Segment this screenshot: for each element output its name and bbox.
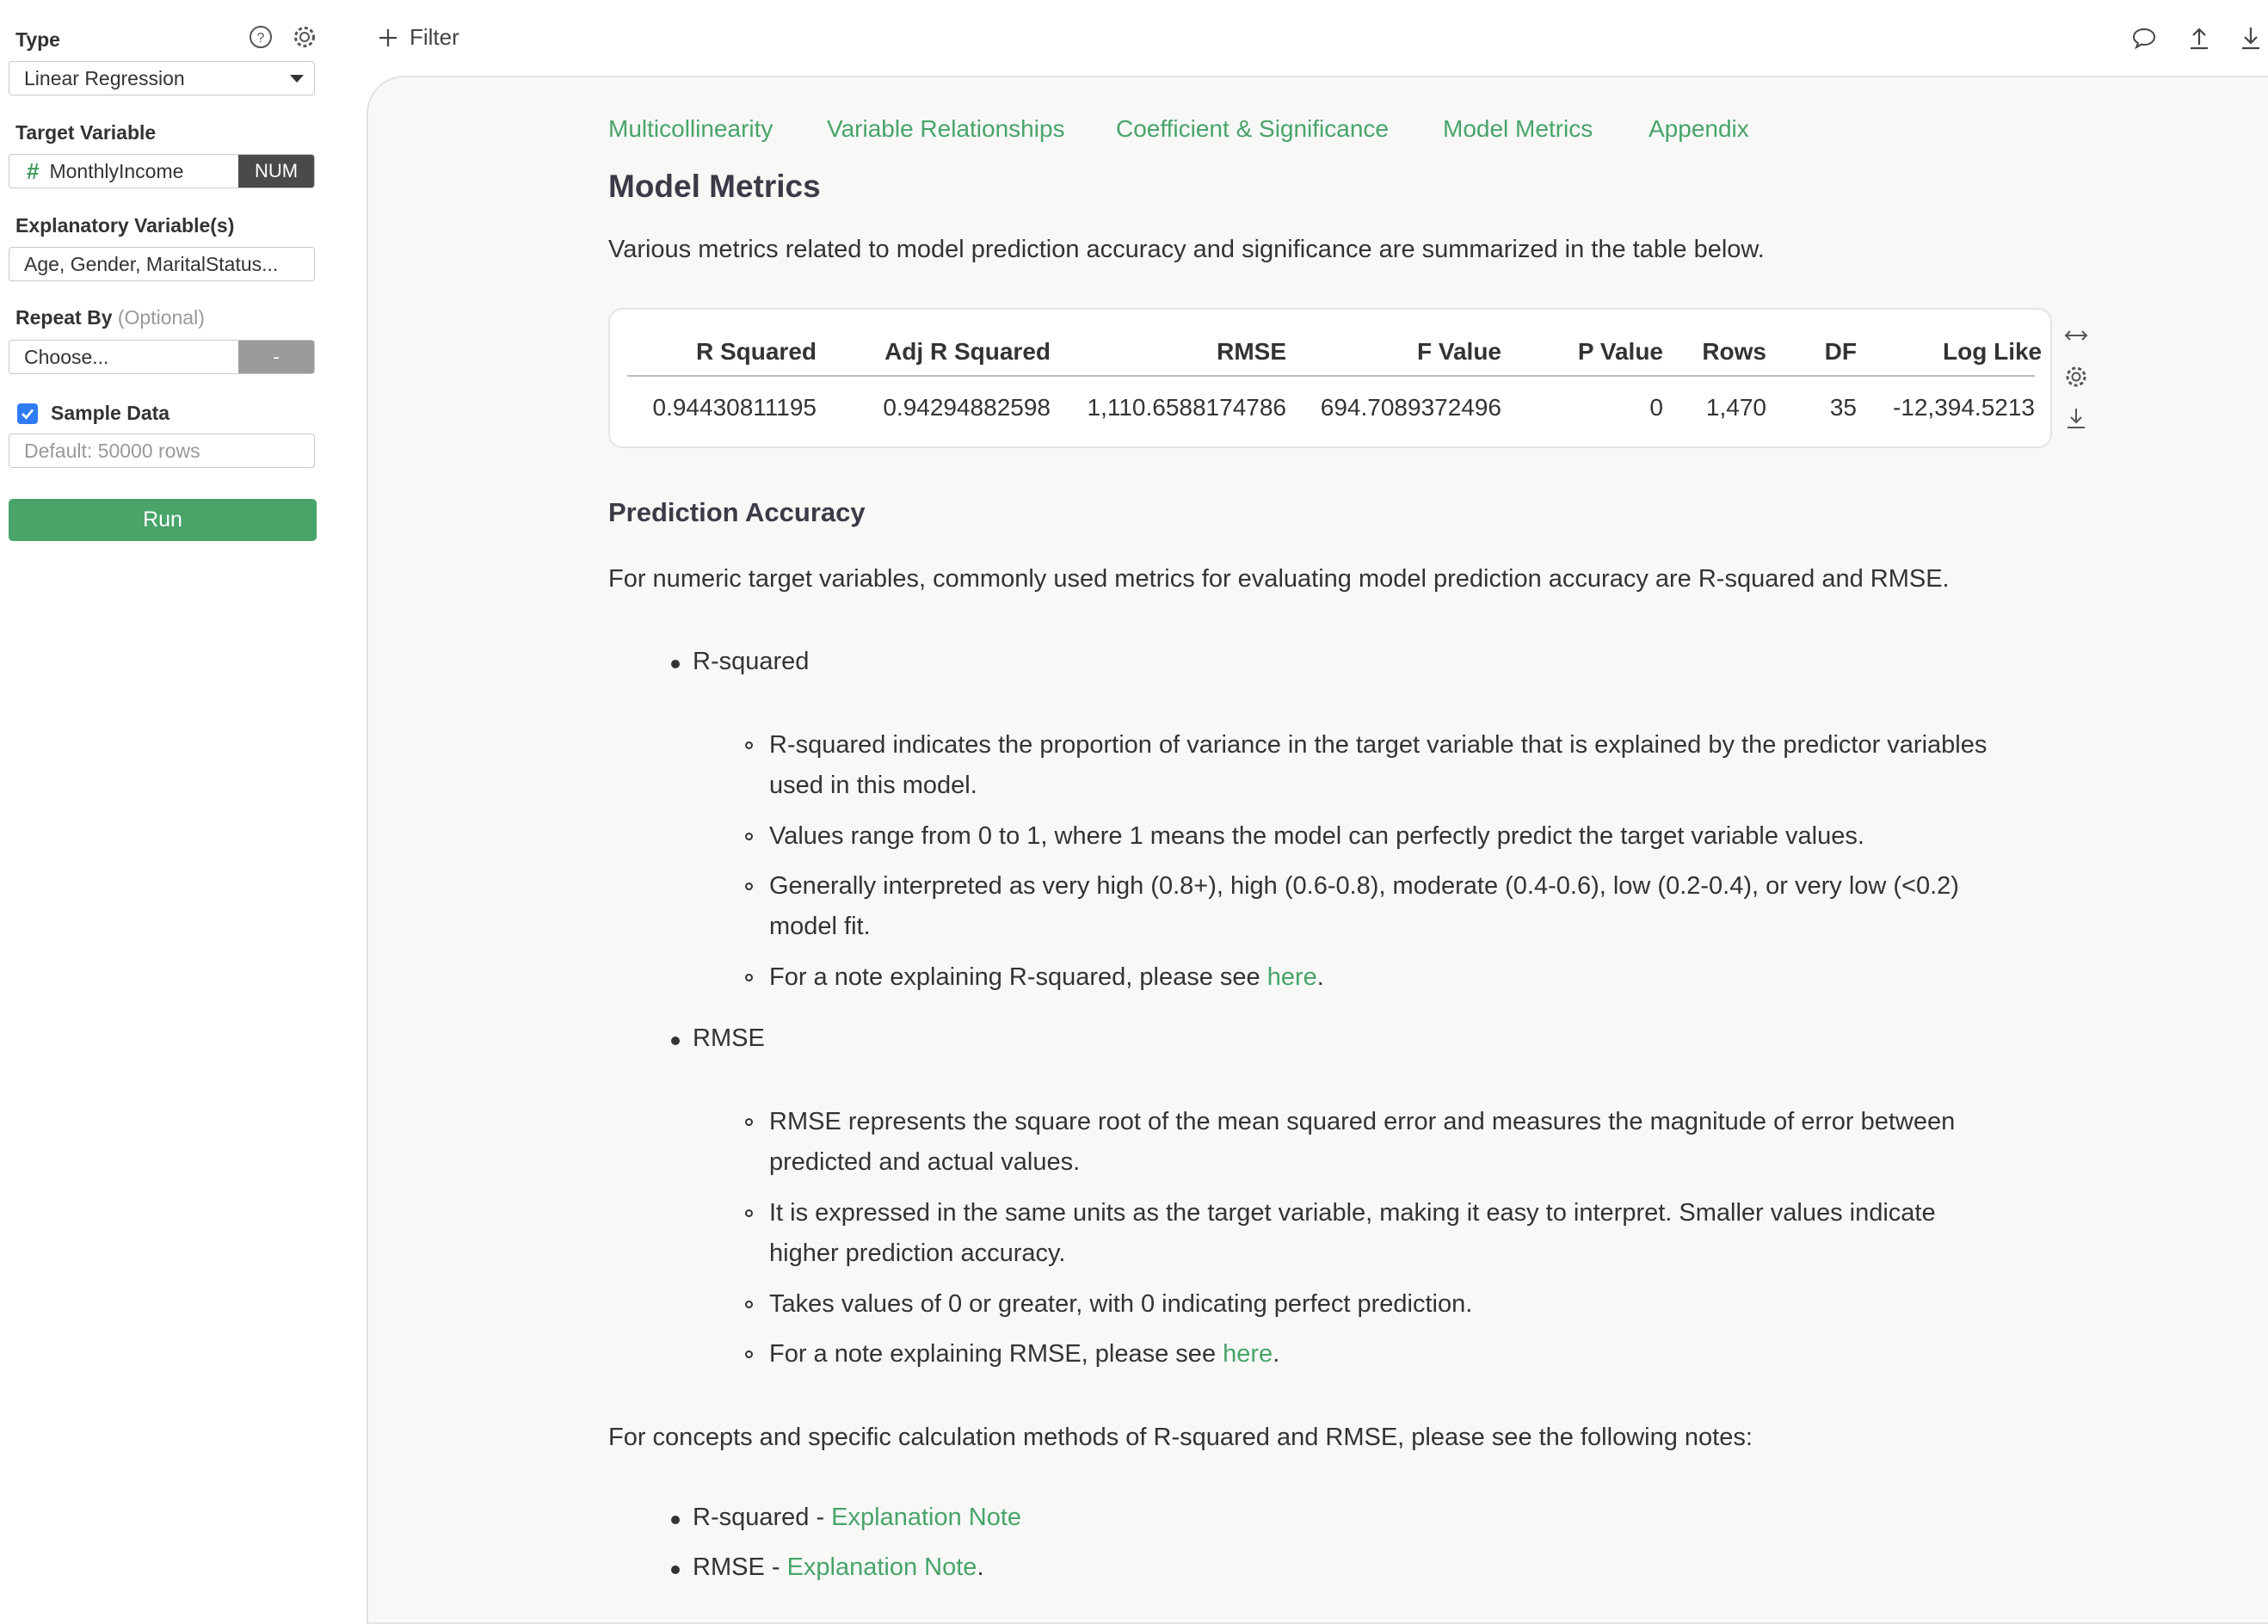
expand-width-icon[interactable]: [2063, 323, 2089, 348]
target-variable-field[interactable]: [9, 154, 315, 188]
rsq-note-text: For a note explaining R-squared, please see: [769, 963, 1267, 991]
filter-label: Filter: [410, 24, 459, 50]
col-header-rmse: RMSE: [1217, 338, 1286, 365]
type-select-value: Linear Regression: [24, 66, 185, 89]
note-item-r-squared: [693, 1504, 1021, 1532]
section-heading-prediction-accuracy: Prediction Accuracy: [608, 497, 866, 527]
bullet-circle: [745, 1301, 753, 1308]
intro-text: Various metrics related to model prediction accuracy and significance are summarized in the table below.: [608, 236, 1765, 263]
list-item-rmse: RMSE: [693, 1024, 765, 1052]
rsq-item-3-cont: model fit.: [769, 913, 871, 940]
type-select[interactable]: [9, 61, 315, 95]
bullet-dot: [671, 660, 680, 668]
cell-p-value: 0: [1649, 394, 1663, 421]
repeat-by-text: Repeat By: [15, 306, 113, 329]
explanatory-field[interactable]: [9, 247, 315, 281]
type-badge: NUM: [238, 155, 314, 188]
comment-icon[interactable]: [2130, 24, 2158, 52]
period: .: [1273, 1340, 1280, 1368]
cell-df: 35: [1829, 394, 1857, 421]
check-icon: [20, 406, 35, 421]
col-header-log-like: Log Like: [1943, 338, 2043, 365]
bullet-circle: [745, 1118, 753, 1126]
repeat-by-clear-button[interactable]: -: [238, 341, 314, 373]
note-rmse-prefix: RMSE -: [693, 1553, 787, 1581]
settings-panel: [0, 0, 327, 1595]
repeat-by-value: Choose...: [24, 345, 109, 368]
rsq-here-link[interactable]: here: [1267, 963, 1317, 991]
metrics-table: [608, 308, 2052, 448]
sample-rows-input[interactable]: [9, 434, 315, 468]
target-variable-label: Target Variable: [15, 121, 157, 144]
bullet-dot: [671, 1037, 680, 1045]
sample-rows-placeholder: Default: 50000 rows: [24, 439, 200, 462]
bullet-dot: [671, 1516, 680, 1524]
rmse-note-text: For a note explaining RMSE, please see: [769, 1340, 1223, 1368]
sample-data-label: Sample Data: [51, 402, 170, 424]
cell-rows: 1,470: [1705, 394, 1766, 421]
rmse-explanation-note-link[interactable]: Explanation Note: [786, 1553, 977, 1581]
rmse-item-1: RMSE represents the square root of the mean squared error and measures the magnitude of error between: [769, 1108, 1956, 1135]
prediction-intro: For numeric target variables, commonly used metrics for evaluating model prediction accuracy are R-squared and RMSE.: [608, 565, 1950, 593]
type-label: Type: [15, 28, 60, 51]
tab-multicollinearity[interactable]: Multicollinearity: [608, 115, 773, 142]
tab-model-metrics[interactable]: Model Metrics: [1443, 115, 1593, 142]
rsq-item-2: Values range from 0 to 1, where 1 means the model can perfectly predict the target variable values.: [769, 822, 1864, 850]
list-item-r-squared: R-squared: [693, 648, 810, 675]
col-header-f-value: F Value: [1416, 338, 1501, 365]
notes-intro: For concepts and specific calculation methods of R-squared and RMSE, please see the following notes:: [608, 1424, 1753, 1451]
table-divider: [627, 375, 2035, 377]
rmse-item-1-cont: predicted and actual values.: [769, 1148, 1081, 1176]
repeat-by-field[interactable]: [9, 340, 315, 374]
cell-log-like: -12,394.5213: [1892, 394, 2035, 421]
target-variable-value: MonthlyIncome: [49, 159, 184, 182]
bullet-dot: [671, 1566, 680, 1574]
explanatory-value: Age, Gender, MaritalStatus...: [24, 252, 279, 275]
explanatory-label: Explanatory Variable(s): [15, 214, 235, 237]
gear-icon[interactable]: [292, 24, 317, 50]
upload-icon[interactable]: [2185, 24, 2213, 52]
col-header-rows: Rows: [1702, 338, 1766, 365]
cell-adj-r-squared: 0.94294882598: [883, 394, 1051, 421]
help-icon[interactable]: [248, 24, 274, 50]
bullet-circle: [745, 1350, 753, 1358]
plus-icon: [377, 27, 399, 49]
rsq-explanation-note-link[interactable]: Explanation Note: [831, 1504, 1022, 1531]
bullet-circle: [745, 974, 753, 981]
run-button[interactable]: Run: [9, 499, 317, 541]
rmse-here-link[interactable]: here: [1223, 1340, 1273, 1368]
bullet-circle: [745, 741, 753, 749]
rsq-item-3: Generally interpreted as very high (0.8+), high (0.6-0.8), moderate (0.4-0.6), low (0.2-0.4), or very low (<0.2): [769, 872, 1959, 900]
col-header-df: DF: [1824, 338, 1857, 365]
page-title: Model Metrics: [608, 169, 821, 204]
sample-data-checkbox[interactable]: [17, 403, 38, 424]
rsq-item-1-cont: used in this model.: [769, 772, 977, 799]
chevron-down-icon: [290, 75, 304, 83]
repeat-by-label: [15, 306, 205, 329]
rmse-item-4: [769, 1340, 1279, 1369]
bullet-circle: [745, 833, 753, 840]
rmse-item-3: Takes values of 0 or greater, with 0 indicating perfect prediction.: [769, 1290, 1473, 1318]
note-rsq-prefix: R-squared -: [693, 1504, 832, 1531]
rmse-item-2-cont: higher prediction accuracy.: [769, 1240, 1066, 1267]
cell-rmse: 1,110.6588174786: [1087, 394, 1286, 421]
svg-text:?: ?: [256, 31, 265, 46]
rsq-item-4: [769, 963, 1324, 992]
tab-coefficient-significance[interactable]: Coefficient & Significance: [1116, 115, 1389, 142]
col-header-p-value: P Value: [1577, 338, 1663, 365]
col-header-r-squared: R Squared: [695, 338, 817, 365]
rmse-item-2: It is expressed in the same units as the target variable, making it easy to interpret. Smaller values indicate: [769, 1199, 1936, 1227]
rsq-item-1: R-squared indicates the proportion of variance in the target variable that is explained by the predictor variables: [769, 731, 1988, 759]
optional-hint: (Optional): [117, 306, 205, 329]
cell-r-squared: 0.94430811195: [652, 394, 817, 421]
note-item-rmse: [693, 1553, 984, 1582]
table-download-icon[interactable]: [2063, 405, 2089, 431]
table-settings-icon[interactable]: [2063, 364, 2089, 390]
bullet-circle: [745, 1209, 753, 1217]
tab-variable-relationships[interactable]: Variable Relationships: [827, 115, 1065, 142]
col-header-adj-r-squared: Adj R Squared: [884, 338, 1051, 365]
cell-f-value: 694.7089372496: [1320, 394, 1501, 421]
numeric-hash-icon: #: [27, 157, 40, 184]
bullet-circle: [745, 883, 753, 890]
period: .: [1316, 963, 1324, 991]
tab-appendix[interactable]: Appendix: [1649, 115, 1749, 142]
period: .: [977, 1553, 984, 1581]
filter-button[interactable]: [377, 24, 459, 51]
download-icon[interactable]: [2237, 24, 2265, 52]
